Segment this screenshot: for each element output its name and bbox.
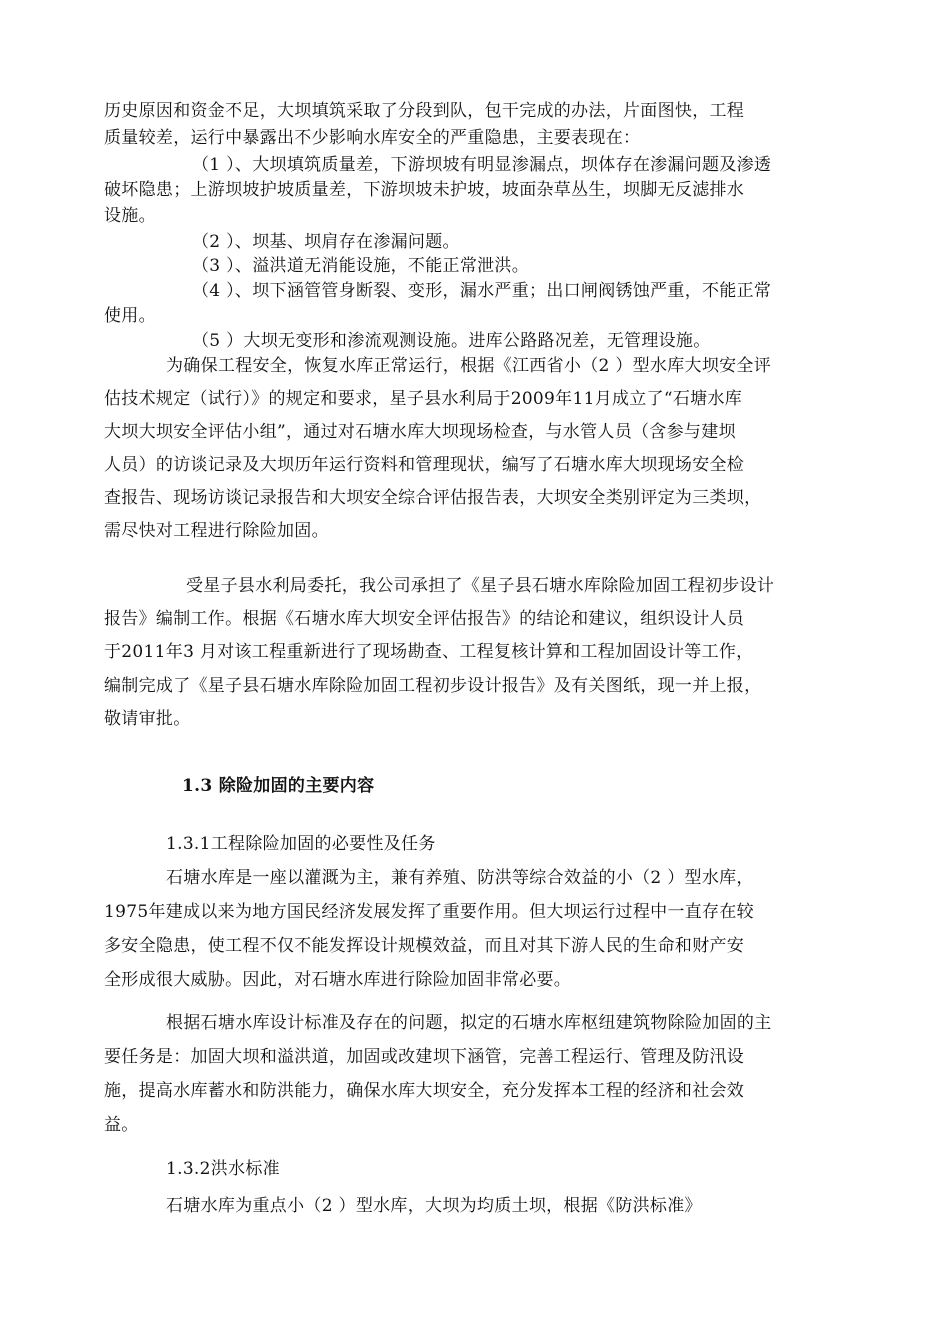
text-line: 使用。	[104, 306, 156, 326]
text-line: （4 ）、坝下涵管管身断裂、变形，漏水严重；出口闸阀锈蚀严重，不能正常	[192, 281, 772, 301]
text-line: 益。	[104, 1115, 139, 1135]
text-line: （1 ）、大坝填筑质量差，下游坝坡有明显渗漏点，坝体存在渗漏问题及渗透	[192, 155, 772, 175]
text-line: 历史原因和资金不足，大坝填筑采取了分段到队，包干完成的办法，片面图快，工程	[104, 101, 745, 121]
text-line: 受星子县水利局委托，我公司承担了《星子县石塘水库除险加固工程初步设计	[186, 576, 775, 596]
text-line: 人员）的访谈记录及大坝历年运行资料和管理现状，编写了石塘水库大坝现场安全检	[104, 455, 745, 475]
text-line: （3 ）、溢洪道无消能设施，不能正常泄洪。	[192, 256, 530, 276]
text-line: 多安全隐患，使工程不仅不能发挥设计规模效益，而且对其下游人民的生命和财产安	[104, 936, 745, 956]
subsection-heading: 1.3.1工程除险加固的必要性及任务	[166, 834, 436, 854]
text-line: 破坏隐患；上游坝坡护坡质量差，下游坝坡未护坡，坡面杂草丛生，坝脚无反滤排水	[104, 180, 745, 200]
text-line: 全形成很大威胁。因此，对石塘水库进行除险加固非常必要。	[104, 970, 572, 990]
text-line: 质量较差，运行中暴露出不少影响水库安全的严重隐患，主要表现在：	[104, 128, 641, 148]
text-line: 大坝大坝安全评估小组”，通过对石塘水库大坝现场检查，与水管人员（含参与建坝	[104, 422, 736, 442]
text-line: 报告》编制工作。根据《石塘水库大坝安全评估报告》的结论和建议，组织设计人员	[104, 609, 745, 629]
text-line: 需尽快对工程进行除险加固。	[104, 521, 329, 541]
text-line: 施，提高水库蓄水和防洪能力，确保水库大坝安全，充分发挥本工程的经济和社会效	[104, 1081, 745, 1101]
text-line: 查报告、现场访谈记录报告和大坝安全综合评估报告表，大坝安全类别评定为三类坝，	[104, 488, 762, 508]
text-line: 编制完成了《星子县石塘水库除险加固工程初步设计报告》及有关图纸，现一并上报，	[104, 676, 762, 696]
text-line: 石塘水库为重点小（2 ）型水库，大坝为均质土坝，根据《防洪标准》	[166, 1196, 702, 1216]
text-line: 为确保工程安全，恢复水库正常运行，根据《江西省小（2 ）型水库大坝安全评	[166, 356, 772, 376]
text-line: 敬请审批。	[104, 709, 191, 729]
text-line: （2 ）、坝基、坝肩存在渗漏问题。	[192, 232, 460, 252]
text-line: 估技术规定（试行）》的规定和要求，星子县水利局于2009年11月成立了“石塘水库	[104, 389, 743, 409]
text-line: 于2011年3 月对该工程重新进行了现场勘查、工程复核计算和工程加固设计等工作，	[104, 642, 754, 662]
text-line: 石塘水库是一座以灌溉为主，兼有养殖、防洪等综合效益的小（2 ）型水库，	[166, 868, 754, 888]
text-line: 要任务是：加固大坝和溢洪道，加固或改建坝下涵管，完善工程运行、管理及防汛设	[104, 1047, 745, 1067]
subsection-heading: 1.3.2洪水标准	[166, 1159, 280, 1179]
text-line: 1975年建成以来为地方国民经济发展发挥了重要作用。但大坝运行过程中一直存在较	[104, 902, 754, 922]
text-line: （5 ）大坝无变形和渗流观测设施。进库公路路况差，无管理设施。	[192, 331, 711, 351]
text-line: 设施。	[104, 206, 156, 226]
section-heading: 1.3 除险加固的主要内容	[182, 776, 375, 796]
text-line: 根据石塘水库设计标准及存在的问题，拟定的石塘水库枢纽建筑物除险加固的主	[166, 1013, 772, 1033]
